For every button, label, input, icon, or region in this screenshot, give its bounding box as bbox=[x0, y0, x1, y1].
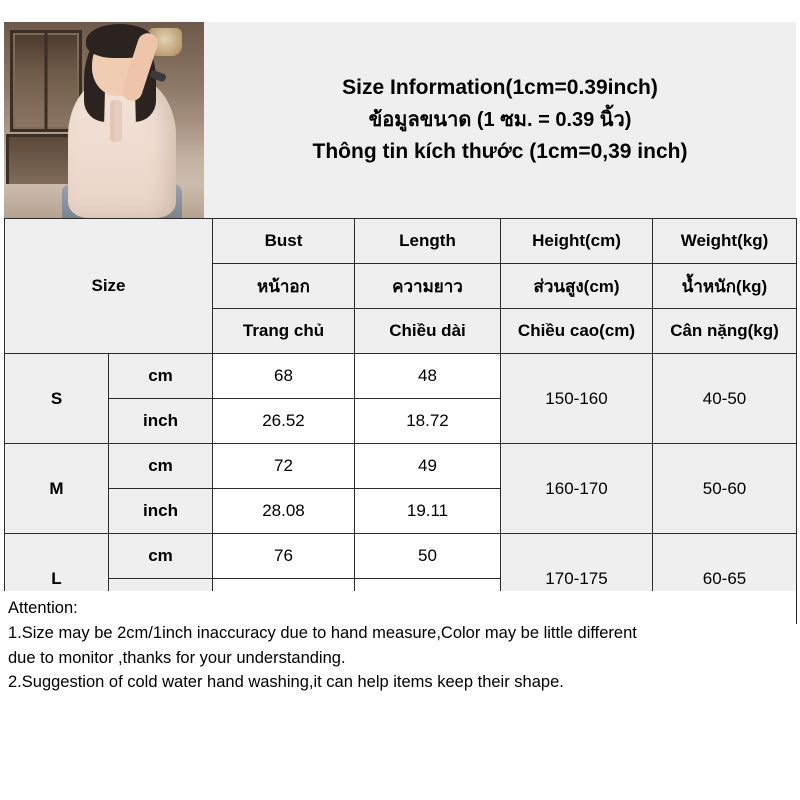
s-height: 150-160 bbox=[501, 354, 653, 444]
title-line-vi: Thông tin kích thước (1cm=0,39 inch) bbox=[312, 139, 688, 163]
unit-inch: inch bbox=[109, 489, 213, 534]
header-band bbox=[4, 22, 796, 218]
col-header-weight-en: Weight(kg) bbox=[653, 219, 797, 264]
col-header-length-en: Length bbox=[355, 219, 501, 264]
s-length-inch: 18.72 bbox=[355, 399, 501, 444]
title-block bbox=[204, 22, 796, 218]
row-size-s: S bbox=[5, 354, 109, 444]
l-weight: 60-65 bbox=[653, 534, 797, 624]
note-line-1: 1.Size may be 2cm/1inch inaccuracy due to hand measure,Color may be little different bbox=[8, 623, 637, 642]
size-table-wrapper bbox=[4, 218, 796, 624]
col-header-height-vi: Chiều cao(cm) bbox=[501, 309, 653, 354]
m-length-cm: 49 bbox=[355, 444, 501, 489]
product-photo bbox=[4, 22, 204, 218]
table-row bbox=[5, 444, 797, 489]
row-size-l: L bbox=[5, 534, 109, 624]
col-header-height-en: Height(cm) bbox=[501, 219, 653, 264]
s-length-cm: 48 bbox=[355, 354, 501, 399]
unit-cm: cm bbox=[109, 354, 213, 399]
m-bust-cm: 72 bbox=[213, 444, 355, 489]
col-header-weight-vi: Cân nặng(kg) bbox=[653, 309, 797, 354]
col-header-bust-th: หน้าอก bbox=[213, 264, 355, 309]
photo-model-tie bbox=[114, 100, 122, 142]
unit-cm: cm bbox=[109, 534, 213, 579]
col-header-bust-vi: Trang chủ bbox=[213, 309, 355, 354]
unit-cm: cm bbox=[109, 444, 213, 489]
note-line-2: due to monitor ,thanks for your understanding. bbox=[8, 648, 346, 667]
l-height: 170-175 bbox=[501, 534, 653, 624]
s-bust-inch: 26.52 bbox=[213, 399, 355, 444]
s-bust-cm: 68 bbox=[213, 354, 355, 399]
m-weight: 50-60 bbox=[653, 444, 797, 534]
s-weight: 40-50 bbox=[653, 354, 797, 444]
table-header-row-en bbox=[5, 219, 797, 264]
m-height: 160-170 bbox=[501, 444, 653, 534]
col-header-length-vi: Chiều dài bbox=[355, 309, 501, 354]
note-heading: Attention: bbox=[8, 599, 78, 617]
title-line-en: Size Information(1cm=0.39inch) bbox=[342, 76, 658, 100]
m-length-inch: 19.11 bbox=[355, 489, 501, 534]
col-header-length-th: ความยาว bbox=[355, 264, 501, 309]
col-header-height-th: ส่วนสูง(cm) bbox=[501, 264, 653, 309]
m-bust-inch: 28.08 bbox=[213, 489, 355, 534]
attention-note bbox=[4, 591, 796, 696]
table-row bbox=[5, 354, 797, 399]
note-line-3: 2.Suggestion of cold water hand washing,it can help items keep their shape. bbox=[8, 673, 564, 692]
row-size-m: M bbox=[5, 444, 109, 534]
size-table bbox=[4, 218, 797, 624]
col-header-bust-en: Bust bbox=[213, 219, 355, 264]
l-length-cm: 50 bbox=[355, 534, 501, 579]
col-header-weight-th: น้ำหนัก(kg) bbox=[653, 264, 797, 309]
size-header-cell: Size bbox=[5, 219, 213, 354]
table-row bbox=[5, 534, 797, 579]
l-bust-cm: 76 bbox=[213, 534, 355, 579]
unit-inch: inch bbox=[109, 399, 213, 444]
title-line-th: ข้อมูลขนาด (1 ซม. = 0.39 นิ้ว) bbox=[368, 108, 632, 131]
